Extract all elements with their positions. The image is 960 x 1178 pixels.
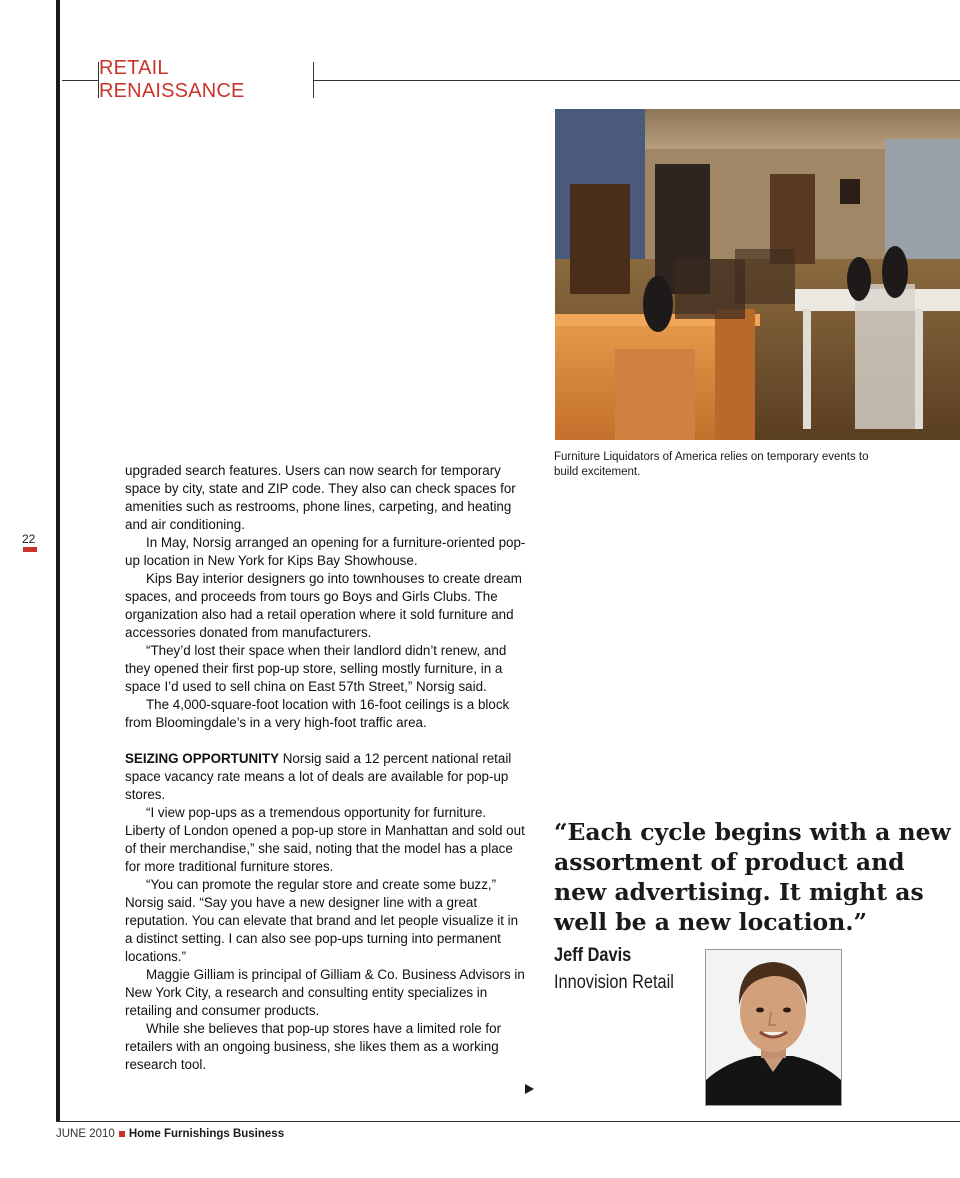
page-number-marker [23,547,37,552]
footer [56,1128,284,1140]
article-paragraph: “You can promote the regular store and create some buzz,” Norsig said. “Say you have a new designer line with a great reputation. You can elevate that brand and let people visualize it in a distinct setting. I can also see pop-ups turning into permanent locations.” [125,877,519,964]
article-paragraph: Maggie Gilliam is principal of Gilliam & Co. Business Advisors in New York City, a research and consulting entity specializes in retailing and consumer products. [125,967,525,1018]
continue-arrow-icon [525,1084,534,1094]
publication-name: Home Furnishings Business [128,1128,285,1140]
article-paragraph: The 4,000-square-foot location with 16-foot ceilings is a block from Bloomingdale’s in a very high-foot traffic area. [125,697,510,730]
issue-date: JUNE 2010 [56,1128,115,1140]
pull-quote: “Each cycle begins with a new assortment of product and new advertising. It might as well be a new location.” [554,818,951,936]
header-rule-left [62,80,98,81]
article-paragraph: Kips Bay interior designers go into townhouses to create dream spaces, and proceeds from tours go Boys and Girls Clubs. The organization also had a retail operation where it sold furniture and accessories donated from manufacturers. [125,571,522,640]
paragraph-spacer [125,732,527,750]
article-paragraph: upgraded search features. Users can now search for temporary space by city, state and ZIP code. They also can check spaces for amenities such as restrooms, phone lines, carpeting, and heating and air conditioning. [125,463,516,532]
article-paragraph: “I view pop-ups as a tremendous opportunity for furniture. Liberty of London opened a pop-up store in Manhattan and sold out of their merchandise,” she said, noting that the model has a place for more traditional furniture stores. [125,805,525,874]
header-rule-right [314,80,960,81]
section-title: RETAIL RENAISSANCE [99,57,245,102]
article-body [125,462,527,1074]
left-margin-rule [56,0,60,1122]
article-paragraph: “They’d lost their space when their landlord didn’t renew, and they opened their first pop-up store, selling mostly furniture, in a space I’d used to sell china on East 57th Street,” Norsig said. [125,643,507,694]
footer-square-icon [119,1131,125,1137]
article-paragraph: In May, Norsig arranged an opening for a furniture-oriented pop-up location in New York for Kips Bay Showhouse. [125,535,526,568]
article-paragraph: While she believes that pop-up stores have a limited role for retailers with an ongoing business, she likes them as a working research tool. [125,1021,502,1072]
portrait-photo [705,949,842,1106]
page-number: 22 [22,532,36,546]
article-subhead: SEIZING OPPORTUNITY [125,751,280,766]
quote-attribution-name: Jeff Davis [554,945,632,966]
footer-rule [56,1121,960,1122]
section-header [98,57,314,102]
showroom-photo [555,109,960,440]
photo-caption: Furniture Liquidators of America relies on temporary events to build excitement. [554,451,869,478]
quote-attribution-org: Innovision Retail [554,972,674,993]
article-subhead-text: Norsig said a 12 percent national retail space vacancy rate means a lot of deals are available for pop-up stores. [125,751,512,802]
article-subhead-paragraph [125,750,527,804]
